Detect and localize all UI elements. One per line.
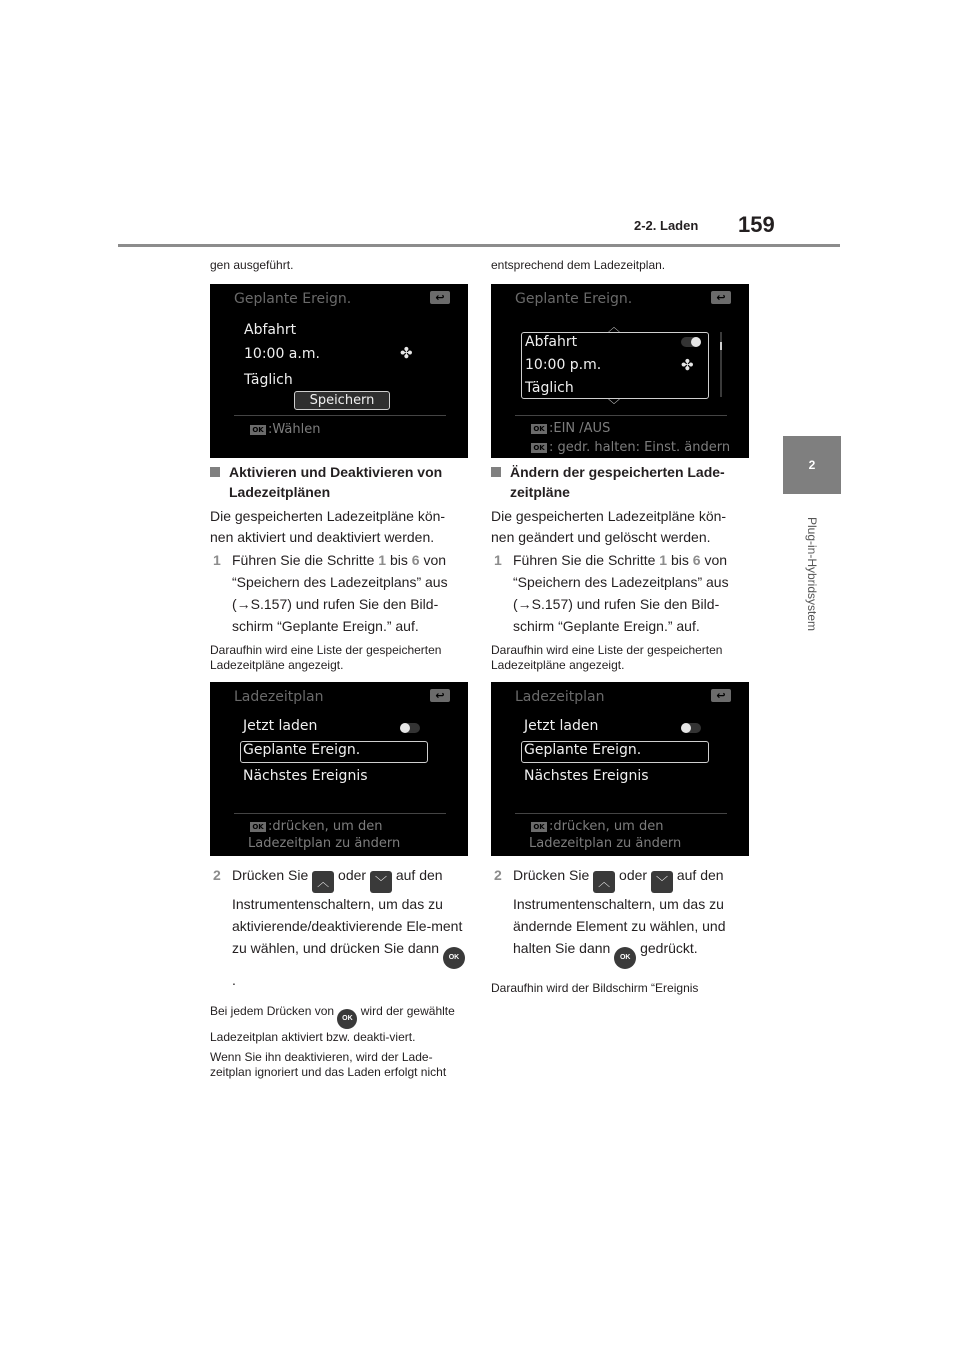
step-number: 1 [213,552,221,568]
repeat-label: Täglich [525,380,574,396]
section-title: 2-2. Laden [634,218,699,233]
right-screen-planned-event [491,284,749,458]
scrollbar-thumb[interactable] [720,342,722,350]
note-text: Bei jedem Drücken von [210,1004,338,1018]
step-text: auf den Instrumentenschaltern, um das zu ändernde Element zu wählen, und halten Sie dann [513,867,726,956]
step-ref: 6 [692,552,701,568]
fan-icon: ✤ [681,356,694,374]
step-2 [491,864,749,969]
step-ref: 1 [659,552,668,568]
hint-line-2: Ladezeitplan zu ändern [529,836,682,851]
screen-title: Geplante Ereign. [515,291,633,307]
back-arrow-icon: ↩ [711,291,731,304]
step-text: bis [667,552,693,568]
note-list-shown: Daraufhin wird eine Liste der gespeicherten Ladezeitpläne angezeigt. [210,643,442,672]
right-screen-charge-schedule [491,682,749,856]
chapter-side-title-text: Plug-in-Hybridsystem [805,516,819,632]
hint-text: :drücken, um den [549,819,664,834]
hint-on-off [531,420,610,437]
ok-badge-icon: OK [250,425,266,435]
step-ref: 6 [411,552,420,568]
back-arrow-icon: ↩ [430,689,450,702]
hint-text: : gedr. halten: Einst. ändern [549,440,731,455]
heading-square-icon [491,467,501,477]
menu-item-charge-now[interactable]: Jetzt laden [243,718,318,734]
departure-time: 10:00 p.m. [525,357,602,373]
section-heading-activate [210,462,468,502]
ok-badge-icon: OK [531,822,547,832]
departure-time: 10:00 a.m. [244,346,320,362]
step-text: oder [615,867,651,883]
step-text: Führen Sie die Schritte [232,552,379,568]
screen-divider [234,813,446,814]
right-top-text: entsprechend dem Ladezeitplan. [491,258,666,272]
step-number: 1 [494,552,502,568]
note-event-screen: Daraufhin wird der Bildschirm “Ereignis [491,981,699,995]
page-number: 159 [738,212,775,237]
note-each-press [210,1003,468,1045]
chevron-up-icon: ︿ [608,320,621,334]
step-text: bis [386,552,412,568]
departure-label: Abfahrt [244,322,297,338]
step-text: auf den Instrumentenschaltern, um das zu aktivierende/deaktivierende Ele-ment zu wählen, und drücken Sie dann [232,867,463,956]
hint-line-1 [250,818,382,835]
ok-button-icon: OK [614,947,636,969]
screen-title: Ladezeitplan [515,689,605,705]
ok-badge-icon: OK [531,443,547,453]
step-text: . [232,972,236,988]
header-rule [118,244,840,247]
step-text: Führen Sie die Schritte [513,552,660,568]
screen-divider [234,415,446,416]
menu-item-planned-event[interactable]: Geplante Ereign. [524,742,642,758]
hint-text: :Wählen [268,422,321,437]
step-text: Drücken Sie [513,867,594,883]
menu-item-next-event[interactable]: Nächstes Ereignis [243,768,368,784]
step-1 [210,549,468,637]
body-text: Die gespeicherten Ladezeitpläne kön-nen geändert und gelöscht werden. [491,508,727,545]
chapter-tab: 2 [783,436,841,494]
ok-badge-icon: OK [531,424,547,434]
step-number: 2 [494,867,502,883]
step-text: gedrückt. [636,940,698,956]
heading-text: Aktivieren und Deaktivieren von Ladezeitplänen [229,464,443,500]
step-text: von “Speichern des Ladezeitplans” aus (→S.157) und rufen Sie den Bild-schirm “Geplante Ereign.” auf. [513,552,729,634]
step-1 [491,549,749,637]
hint-hold [531,439,730,456]
back-arrow-icon: ↩ [430,291,450,304]
chevron-up-icon: ︿ [312,871,334,893]
left-screen-charge-schedule [210,682,468,856]
chevron-down-icon: ﹀ [608,398,621,412]
heading-square-icon [210,467,220,477]
hint-select [250,421,320,438]
screen-title: Ladezeitplan [234,689,324,705]
menu-item-charge-now[interactable]: Jetzt laden [524,718,599,734]
ok-button-icon: OK [337,1009,357,1029]
step-ref: 1 [378,552,387,568]
ok-badge-icon: OK [250,822,266,832]
hint-text: :EIN /AUS [549,421,611,436]
left-top-text: gen ausgeführt. [210,258,294,272]
chevron-down-icon: ﹀ [651,871,673,893]
screen-divider [515,813,727,814]
note-text: wird der gewählte Ladezeitplan aktiviert bzw. deakti-viert. [210,1004,455,1044]
step-2 [210,864,468,991]
charge-now-toggle[interactable] [681,723,701,733]
body-text: Die gespeicherten Ladezeitpläne kön-nen aktiviert und deaktiviert werden. [210,508,446,545]
hint-line-2: Ladezeitplan zu ändern [248,836,401,851]
note-deactivate: Wenn Sie ihn deaktivieren, wird der Lade-zeitplan ignoriert und das Laden erfolgt nicht [210,1050,447,1079]
fan-icon: ✤ [400,344,413,362]
event-toggle[interactable] [681,337,701,347]
note-list-shown: Daraufhin wird eine Liste der gespeicherten Ladezeitpläne angezeigt. [491,643,723,672]
step-text: von “Speichern des Ladezeitplans” aus (→S.157) und rufen Sie den Bild-schirm “Geplante Ereign.” auf. [232,552,448,634]
screen-divider [515,415,727,416]
departure-label: Abfahrt [525,334,578,350]
charge-now-toggle[interactable] [400,723,420,733]
save-button[interactable]: Speichern [294,391,390,410]
hint-line-1 [531,818,663,835]
heading-text: Ändern der gespeicherten Lade-zeitpläne [510,464,725,500]
repeat-label: Täglich [244,372,293,388]
screen-title: Geplante Ereign. [234,291,352,307]
step-text: oder [334,867,370,883]
menu-item-next-event[interactable]: Nächstes Ereignis [524,768,649,784]
back-arrow-icon: ↩ [711,689,731,702]
step-number: 2 [213,867,221,883]
chevron-down-icon: ﹀ [370,871,392,893]
step-text: Drücken Sie [232,867,313,883]
ok-button-icon: OK [443,947,465,969]
left-screen-planned-event [210,284,468,458]
menu-item-planned-event[interactable]: Geplante Ereign. [243,742,361,758]
hint-text: :drücken, um den [268,819,383,834]
chevron-up-icon: ︿ [593,871,615,893]
chapter-side-title [802,508,822,640]
section-heading-change [491,462,749,502]
